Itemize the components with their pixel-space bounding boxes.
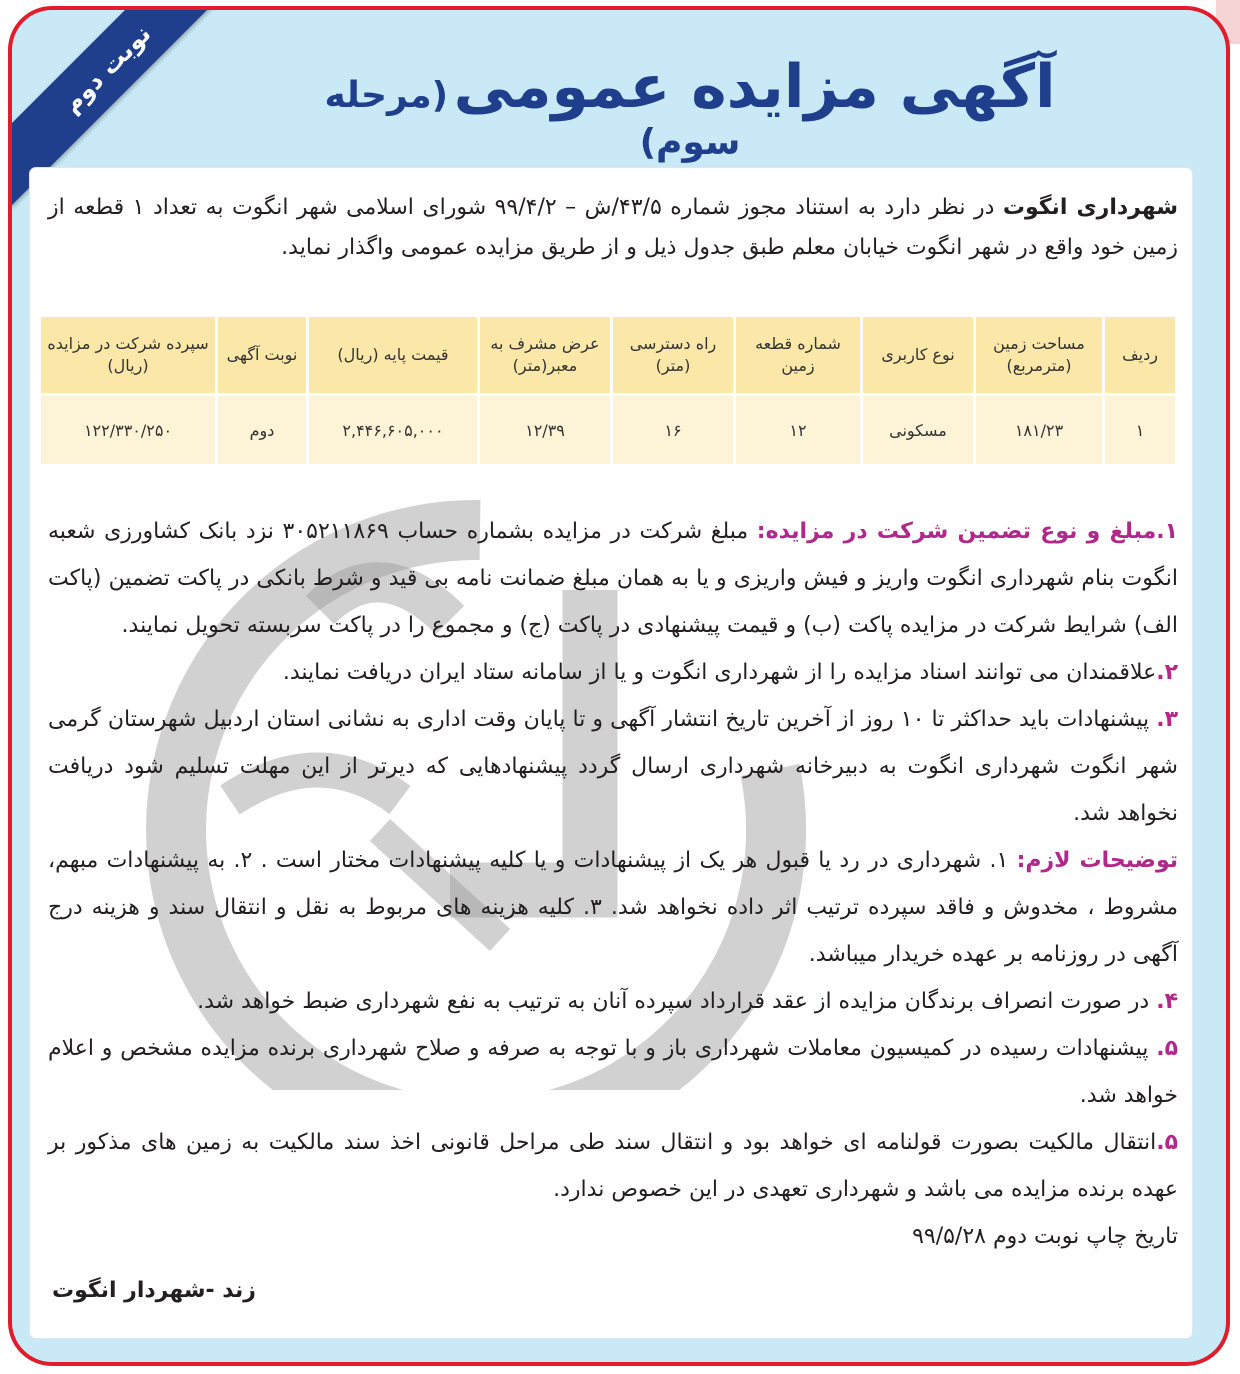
print-date: تاریخ چاپ نوبت دوم ۹۹/۵/۲۸ — [912, 1224, 1178, 1249]
item-4-text: در صورت انصراف برندگان مزایده از عقد قرارداد سپرده آنان به ترتیب به نفع شهرداری ضبط خواهد شد. — [197, 989, 1150, 1014]
item-5 — [48, 1025, 1178, 1119]
signature: زند -شهردار انگوت — [52, 1278, 256, 1303]
table-row — [40, 395, 1177, 466]
th-area: مساحت زمین (مترمربع) — [975, 316, 1104, 395]
item-4 — [48, 978, 1178, 1025]
item-3-text: پیشنهادات باید حداکثر تا ۱۰ روز از آخرین تاریخ انتشار آگهی و تا پایان وقت اداری به نشانی استان اردبیل شهرستان گرمی شهر انگوت شهرداری انگوت به دبیرخانه شهرداری ارسال گردد پیشنهادهایی که دیرتر از این مهلت تسلیم شود دریافت نخواهد شد. — [48, 707, 1178, 826]
item-1-number: ۱. — [1156, 519, 1178, 544]
th-round: نوبت آگهی — [217, 316, 308, 395]
notes-heading: توضیحات لازم: — [1016, 848, 1178, 873]
cell-base-price: ۲,۴۴۶,۶۰۵,۰۰۰ — [308, 395, 479, 466]
item-6-text: انتقال مالکیت بصورت قولنامه ای خواهد بود و انتقال سند طی مراحل قانونی اخذ سند مالکیت به زمین های مذکور بر عهده برنده مزایده می باشد و شهرداری تعهدی در این خصوص ندارد. — [48, 1130, 1178, 1202]
intro-municipality: شهرداری انگوت — [1002, 195, 1178, 220]
table-header-row — [40, 316, 1177, 395]
th-access: راه دسترسی (متر) — [612, 316, 735, 395]
th-usage: نوع کاربری — [862, 316, 975, 395]
title-stage: (مرحله سوم) — [324, 75, 741, 163]
item-3-number: ۳. — [1156, 707, 1179, 732]
cell-round: دوم — [217, 395, 308, 466]
th-base-price: قیمت پایه (ریال) — [308, 316, 479, 395]
item-2-number: ۲. — [1156, 660, 1178, 685]
item-6 — [48, 1119, 1178, 1213]
item-1 — [48, 508, 1178, 649]
conditions-body — [48, 508, 1178, 1260]
th-row: ردیف — [1104, 316, 1177, 395]
page-title — [290, 52, 1090, 163]
cell-frontage: ۱۲/۳۹ — [479, 395, 612, 466]
item-5-text: پیشنهادات رسیده در کمیسیون معاملات شهرداری باز و با توجه به صرفه و صلاح شهرداری برنده مزایده مشخص و اعلام خواهد شد. — [48, 1036, 1178, 1108]
round-ribbon: نوبت دوم — [8, 6, 244, 206]
item-1-text: مبلغ شرکت در مزایده بشماره حساب ۳۰۵۲۱۱۸۶۹ نزد بانک کشاورزی شعبه انگوت بنام شهرداری انگوت واریز و فیش واریزی و یا به همان مبلغ ضمانت نامه بی قید و شرط بانکی در پاکت تضمین (پاکت الف) شرایط شرکت در مزایده پاکت (ب) و قیمت پیشنهادی در پاکت (ج) و مجموع را در پاکت سربسته تحویل نمایند. — [48, 519, 1178, 638]
cell-deposit: ۱۲۲/۳۳۰/۲۵۰ — [40, 395, 217, 466]
th-plot: شماره قطعه زمین — [735, 316, 862, 395]
cell-plot: ۱۲ — [735, 395, 862, 466]
notes-text: ۱. شهرداری در رد یا قبول هر یک از پیشنهادات و یا کلیه پیشنهادات مختار است . ۲. به پیشنهادات مبهم، مشروط ، مخدوش و فاقد سپرده ترتیب اثر داده نخواهد شد. ۳. کلیه هزینه های مربوط به نقل و انتقال سند و هزینه درج آگهی در روزنامه بر عهده خریدار میباشد. — [48, 848, 1178, 967]
cell-usage: مسکونی — [862, 395, 975, 466]
item-2 — [48, 649, 1178, 696]
item-2-text: علاقمندان می توانند اسناد مزایده را از شهرداری انگوت و یا از سامانه ستاد ایران دریافت نمایند. — [282, 660, 1157, 685]
title-main: آگهی مزایده عمومی — [453, 52, 1056, 122]
item-1-heading: مبلغ و نوع تضمین شرکت در مزایده: — [756, 519, 1157, 544]
intro-paragraph — [48, 188, 1178, 268]
cell-access: ۱۶ — [612, 395, 735, 466]
item-4-number: ۴. — [1156, 989, 1178, 1014]
item-3 — [48, 696, 1178, 837]
intro-text: در نظر دارد به استناد مجوز شماره ۴۳/۵/ش – ۹۹/۴/۲ شورای اسلامی شهر انگوت به تعداد ۱ قطعه از زمین خود واقع در شهر انگوت خیابان معلم طبق جدول ذیل و از طریق مزایده عمومی واگذار نماید. — [48, 195, 1178, 260]
item-6-number: ۵. — [1156, 1130, 1178, 1155]
cell-row: ۱ — [1104, 395, 1177, 466]
lots-table — [38, 314, 1178, 467]
th-deposit: سپرده شرکت در مزایده (ریال) — [40, 316, 217, 395]
notes — [48, 837, 1178, 978]
th-frontage: عرض مشرف به معبر(متر) — [479, 316, 612, 395]
item-5-number: ۵. — [1156, 1036, 1178, 1061]
cell-area: ۱۸۱/۲۳ — [975, 395, 1104, 466]
